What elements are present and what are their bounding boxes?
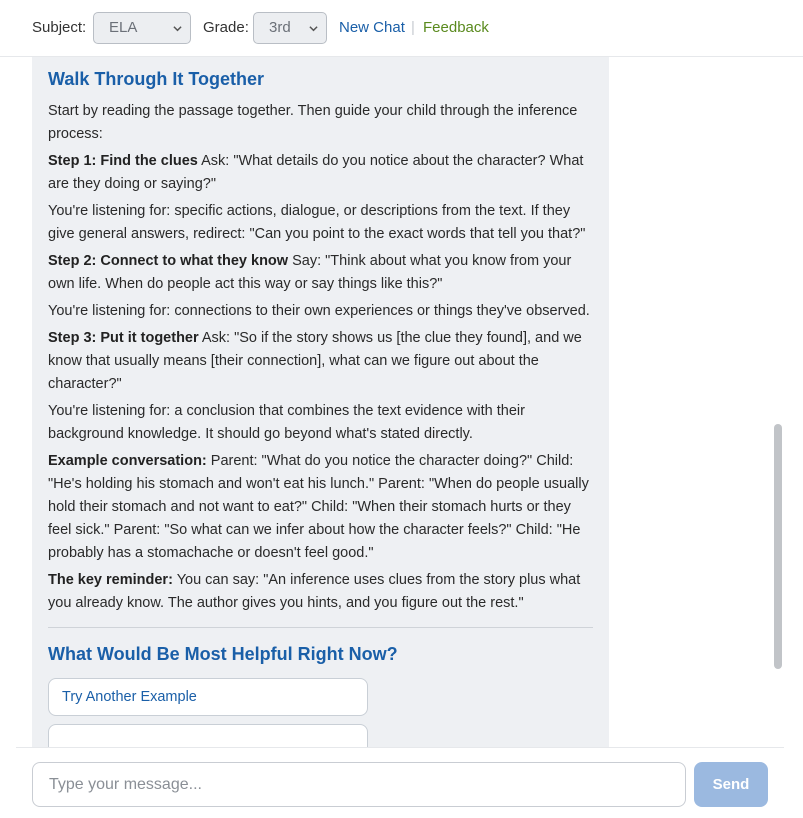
grade-select-value: 3rd: [269, 19, 291, 36]
reminder-paragraph: [48, 569, 593, 615]
step3-listening: You're listening for: a conclusion that combines the text evidence with their background knowledge. It should go beyond what's stated directly.: [48, 403, 525, 442]
reminder-title: The key reminder:: [48, 572, 173, 588]
grade-label: Grade:: [203, 19, 249, 36]
chat-scroll-area[interactable]: [16, 57, 784, 747]
step1-title: Step 1: Find the clues: [48, 153, 198, 169]
walkthrough-heading: Walk Through It Together: [48, 69, 264, 89]
step2-paragraph: [48, 250, 593, 296]
helpful-heading: What Would Be Most Helpful Right Now?: [48, 644, 398, 664]
step1-paragraph: [48, 150, 593, 196]
message-input[interactable]: [32, 762, 686, 807]
intro-text: Start by reading the passage together. Then guide your child through the inference process:: [48, 103, 578, 142]
send-button[interactable]: Send: [694, 762, 768, 807]
new-chat-link[interactable]: New Chat: [339, 19, 405, 36]
step1-text: Ask: "What details do you notice about the character? What are they doing or saying?": [48, 153, 584, 192]
step2-listening: You're listening for: connections to their own experiences or things they've observed.: [48, 303, 590, 319]
grade-select[interactable]: [253, 12, 327, 44]
step3-title: Step 3: Put it together: [48, 330, 199, 346]
step3-paragraph: [48, 327, 593, 396]
feedback-link[interactable]: Feedback: [423, 19, 489, 36]
section-divider: [48, 627, 593, 628]
scrollbar-thumb[interactable]: [774, 424, 782, 669]
top-toolbar: [0, 0, 803, 57]
step1-listening: You're listening for: specific actions, dialogue, or descriptions from the text. If they give general answers, redirect: "Can you point to the exact words that tell you that?": [48, 203, 586, 242]
chevron-down-icon: [309, 24, 318, 33]
step2-title: Step 2: Connect to what they know: [48, 253, 289, 269]
try-another-example-button[interactable]: Try Another Example: [48, 678, 368, 716]
subject-select-value: ELA: [109, 19, 138, 36]
option-button[interactable]: [48, 724, 368, 747]
assistant-message-card: [32, 57, 609, 747]
chevron-down-icon: [173, 24, 182, 33]
example-text: Parent: "What do you notice the character doing?" Child: "He's holding his stomach and won't eat his lunch." Parent: "When do people usually hold their stomach and not want to eat?" Child: "When their stomach hurts or they feel sick." Parent: "So what can we infer about how the character feels?" Child: "He probably has a stomachache or doesn't feel good.": [48, 453, 589, 561]
reminder-text: You can say: "An inference uses clues from the story plus what you already know. The author gives you hints, and you figure out the rest.": [48, 572, 581, 611]
subject-label: Subject:: [32, 19, 87, 36]
step2-text: Say: "Think about what you know from your own life. When do people act this way or say things like this?": [48, 253, 572, 292]
step3-text: Ask: "So if the story shows us [the clue they found], and we know that usually means [their connection], what can we figure out about the character?": [48, 330, 582, 392]
subject-select[interactable]: [93, 12, 191, 44]
example-title: Example conversation:: [48, 453, 207, 469]
example-paragraph: [48, 450, 593, 565]
toolbar-separator: |: [411, 19, 415, 36]
